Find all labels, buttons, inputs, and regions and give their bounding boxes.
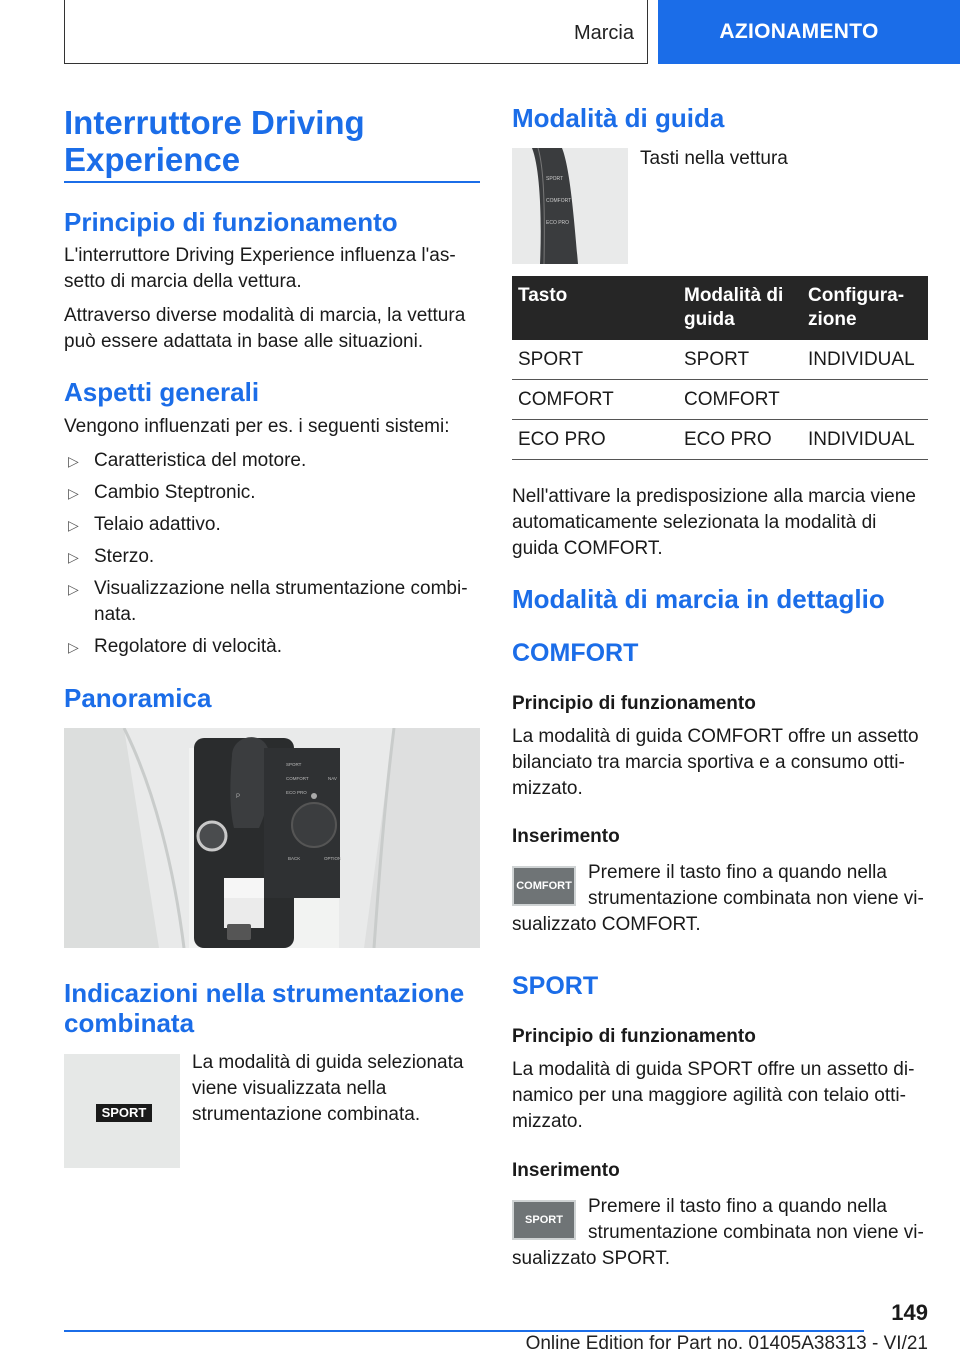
general-heading: Aspetti generali xyxy=(64,377,260,407)
page-number: 149 xyxy=(891,1300,928,1325)
mode-keys-image xyxy=(512,148,628,264)
principle-heading: Principio di funzionamento xyxy=(64,207,398,237)
modes-heading: Modalità di guida xyxy=(512,103,725,133)
triangle-bullet-icon: ▷ xyxy=(68,639,79,655)
svg-text:ECO PRO: ECO PRO xyxy=(286,790,307,795)
sport-principle-heading: Principio di funzionamento xyxy=(512,1026,756,1047)
mode-keys-illustration xyxy=(512,148,628,264)
footer-rule xyxy=(64,1330,864,1332)
center-console-illustration xyxy=(64,728,480,948)
table-row xyxy=(512,380,928,420)
cluster-display-image xyxy=(64,1054,180,1168)
table-row xyxy=(512,340,928,380)
svg-text:SPORT: SPORT xyxy=(546,176,564,182)
triangle-bullet-icon: ▷ xyxy=(68,453,79,469)
sport-insert-heading: Inserimento xyxy=(512,1160,620,1181)
overview-heading: Panoramica xyxy=(64,683,212,713)
table-row xyxy=(512,420,928,460)
triangle-bullet-icon: ▷ xyxy=(68,485,79,501)
svg-text:NAV: NAV xyxy=(328,776,337,781)
triangle-bullet-icon: ▷ xyxy=(68,549,79,565)
table-header-config: Configurazione xyxy=(802,276,928,340)
sport-key-button: SPORT xyxy=(512,1200,576,1240)
header-section-title: Marcia xyxy=(573,22,634,44)
detail-heading: Modalità di marcia in dettaglio xyxy=(512,584,885,614)
comfort-heading: COMFORT xyxy=(512,639,639,667)
triangle-bullet-icon: ▷ xyxy=(68,517,79,533)
title-rule xyxy=(64,181,480,183)
sport-heading: SPORT xyxy=(512,972,599,1000)
table-cell: COMFORT xyxy=(512,380,678,420)
sport-principle-text: La modalità di guida SPORT offre un assetto dinamico per una maggiore agilità con telaio ottimizzato. xyxy=(512,1059,915,1132)
sport-indicator-badge: SPORT xyxy=(96,1104,152,1122)
table-header-key: Tasto xyxy=(512,276,678,340)
main-title: Interruttore Driving Experience xyxy=(64,104,365,178)
display-text: La modalità di guida selezionata viene visualizzata nella strumentazione combinata. xyxy=(192,1052,464,1125)
comfort-key-button: COMFORT xyxy=(512,866,576,906)
svg-text:OPTION: OPTION xyxy=(324,856,342,861)
svg-text:P: P xyxy=(236,794,241,800)
principle-paragraph-2: Attraverso diverse modalità di marcia, la vettura può essere adattata in base alle situazioni. xyxy=(64,305,466,352)
comfort-principle-text: La modalità di guida COMFORT offre un assetto bilanciato tra marcia sportiva e a consumo ottimizzato. xyxy=(512,726,919,799)
svg-text:COMFORT: COMFORT xyxy=(546,198,572,204)
general-intro: Vengono influenzati per es. i seguenti sistemi: xyxy=(64,416,450,437)
table-cell: INDIVIDUAL xyxy=(802,420,928,460)
comfort-insert-text: Premere il tasto fino a quando nella strumentazione combinata non viene visualizzato COMFORT. xyxy=(512,862,924,935)
table-cell: ECO PRO xyxy=(678,420,802,460)
table-header-row xyxy=(512,276,928,340)
sport-insert-text: Premere il tasto fino a quando nella strumentazione combinata non viene visualizzato SPORT. xyxy=(512,1196,924,1269)
table-cell: SPORT xyxy=(512,340,678,380)
table-cell: SPORT xyxy=(678,340,802,380)
comfort-principle-heading: Principio di funzionamento xyxy=(512,693,756,714)
modes-table xyxy=(512,276,928,460)
footer-edition-text: Online Edition for Part no. 01405A38313 - VI/21 xyxy=(525,1333,928,1354)
display-heading: Indicazioni nella strumentazione combinata xyxy=(64,978,465,1038)
center-console-image xyxy=(64,728,480,948)
table-cell: ECO PRO xyxy=(512,420,678,460)
sport-insert-block xyxy=(512,1194,928,1272)
svg-text:BACK: BACK xyxy=(288,856,301,861)
principle-paragraph-1: L'interruttore Driving Experience influenza l'assetto di marcia della vettura. xyxy=(64,245,456,292)
table-cell: INDIVIDUAL xyxy=(802,340,928,380)
table-cell: COMFORT xyxy=(678,380,802,420)
comfort-insert-block xyxy=(512,860,928,938)
svg-text:COMFORT: COMFORT xyxy=(286,776,309,781)
default-mode-note: Nell'attivare la predisposizione alla marcia viene automaticamente selezionata la modalità di guida COMFORT. xyxy=(512,486,916,559)
header-chapter-label: AZIONAMENTO xyxy=(719,20,879,43)
svg-text:SPORT: SPORT xyxy=(286,762,302,767)
table-cell xyxy=(802,380,928,420)
triangle-bullet-icon: ▷ xyxy=(68,581,79,597)
table-header-mode: Modalità di guida xyxy=(678,276,802,340)
modes-caption: Tasti nella vettura xyxy=(640,148,788,169)
header-chapter-tab[interactable] xyxy=(658,0,960,64)
svg-text:ECO PRO: ECO PRO xyxy=(546,220,570,226)
comfort-insert-heading: Inserimento xyxy=(512,826,620,847)
